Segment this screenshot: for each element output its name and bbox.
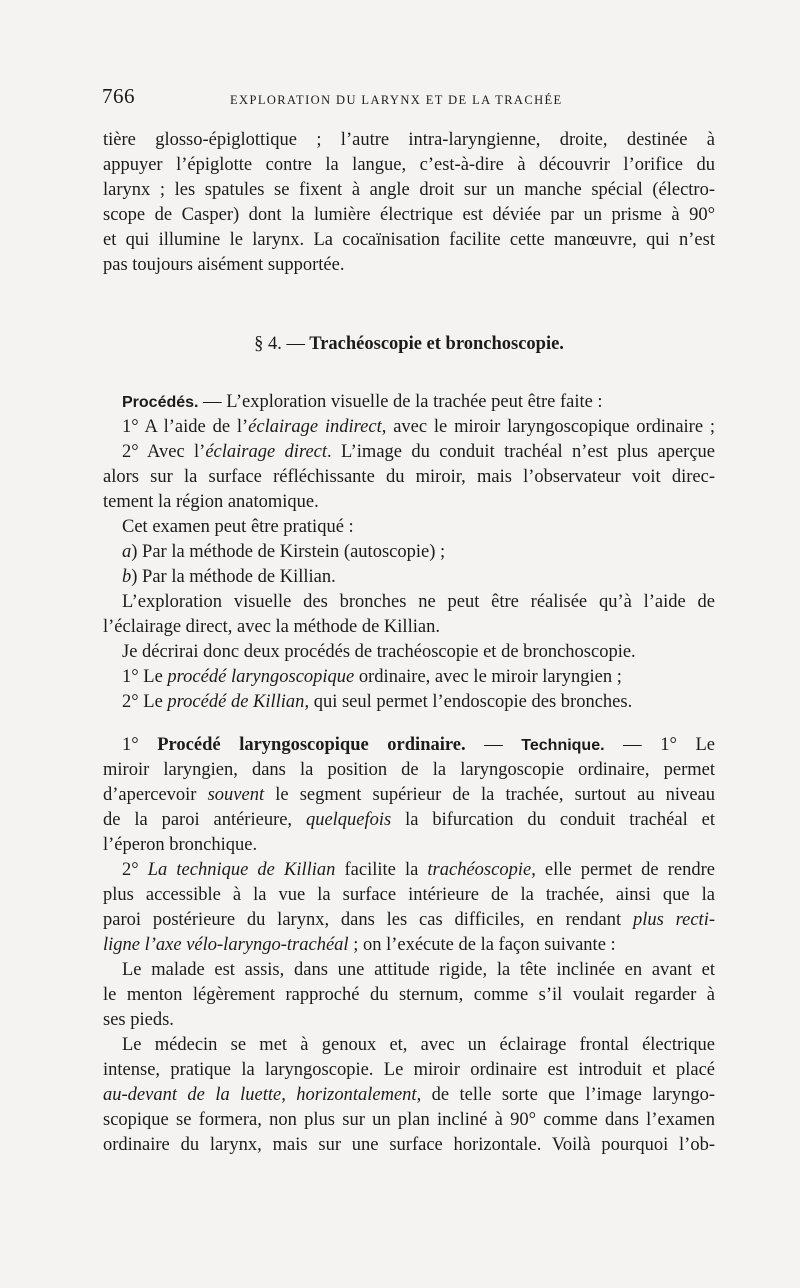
text-line: 1° Procédé laryngoscopique ordinaire. — Technique. — 1° Le (122, 735, 715, 755)
section-number: § 4. — (254, 334, 305, 354)
text-line: paroi postérieure du larynx, dans les cas difficiles, en rendant plus recti- (103, 910, 715, 930)
text-line: 2° Avec l’éclairage direct. L’image du conduit trachéal n’est plus aperçue (122, 442, 716, 462)
text-line: de la paroi antérieure, quelquefois la bifurcation du conduit trachéal et (103, 810, 715, 830)
text-line: 2° La technique de Killian facilite la trachéoscopie, elle permet de rendre (122, 860, 715, 880)
text-line: 1° A l’aide de l’éclairage indirect, avec le miroir laryngoscopique ordinaire ; (122, 417, 716, 437)
subsection-title: Procédé laryngoscopique ordinaire. (157, 735, 466, 755)
text-line: le menton légèrement rapproché du sternum, comme s’il voulait regarder à (103, 985, 715, 1005)
text-line: a) Par la méthode de Kirstein (autoscopie) ; (122, 542, 446, 562)
text-line: 2° Le procédé de Killian, qui seul permet l’endoscopie des bronches. (122, 692, 633, 712)
text-line: scope de Casper) dont la lumière électrique est déviée par un prisme à 90° (103, 205, 715, 225)
text-line: miroir laryngien, dans la position de la laryngoscopie ordinaire, permet (103, 760, 715, 780)
text-line: l’éperon bronchique. (103, 835, 258, 855)
text-line: Cet examen peut être pratiqué : (122, 517, 354, 537)
text-line: Procédés. — L’exploration visuelle de la trachée peut être faite : (122, 392, 603, 412)
page-header (100, 84, 715, 112)
text-line: b) Par la méthode de Killian. (122, 567, 336, 587)
text-line: 1° Le procédé laryngoscopique ordinaire, avec le miroir laryngien ; (122, 667, 622, 687)
text-line: scopique se formera, non plus sur un plan incliné à 90° comme dans l’examen (103, 1110, 715, 1130)
text-line: l’éclairage direct, avec la méthode de Killian. (103, 617, 440, 637)
text-line: au-devant de la luette, horizontalement, de telle sorte que l’image laryngo- (103, 1085, 715, 1105)
running-title: EXPLORATION DU LARYNX ET DE LA TRACHÉE (230, 93, 563, 107)
text-line: L’exploration visuelle des bronches ne peut être réalisée qu’à l’aide de (122, 592, 715, 612)
text-line: Le médecin se met à genoux et, avec un éclairage frontal électrique (122, 1035, 715, 1055)
text-line: et qui illumine le larynx. La cocaïnisation facilite cette manœuvre, qui n’est (103, 230, 715, 250)
text-line: pas toujours aisément supportée. (103, 255, 345, 275)
page-number: 766 (102, 84, 135, 108)
text-line: alors sur la surface réfléchissante du miroir, mais l’observateur voit direc- (103, 467, 715, 487)
section-title: Trachéoscopie et bronchoscopie. (309, 334, 564, 354)
text-line: tière glosso-épiglottique ; l’autre intra-laryngienne, droite, destinée à (103, 130, 715, 150)
text-line: ligne l’axe vélo-laryngo-trachéal ; on l’exécute de la façon suivante : (103, 935, 616, 955)
procedes-label: Procédés. (122, 394, 199, 411)
text-line: plus accessible à la vue la surface intérieure de la trachée, ainsi que la (103, 885, 715, 905)
text-line: Je décrirai donc deux procédés de trachéoscopie et de bronchoscopie. (122, 642, 636, 662)
text-line: intense, pratique la laryngoscopie. Le miroir ordinaire est introduit et placé (103, 1060, 715, 1080)
text-line: d’apercevoir souvent le segment supérieur de la trachée, surtout au niveau (103, 785, 715, 805)
text-line: Le malade est assis, dans une attitude rigide, la tête inclinée en avant et (122, 960, 715, 980)
text-line: ordinaire du larynx, mais sur une surface horizontale. Voilà pourquoi l’ob- (103, 1135, 715, 1155)
text-line: appuyer l’épiglotte contre la langue, c’est-à-dire à découvrir l’orifice du (103, 155, 715, 175)
text-line: larynx ; les spatules se fixent à angle droit sur un manche spécial (électro- (103, 180, 715, 200)
text-line: ses pieds. (103, 1010, 174, 1030)
text-line: tement la région anatomique. (103, 492, 319, 512)
